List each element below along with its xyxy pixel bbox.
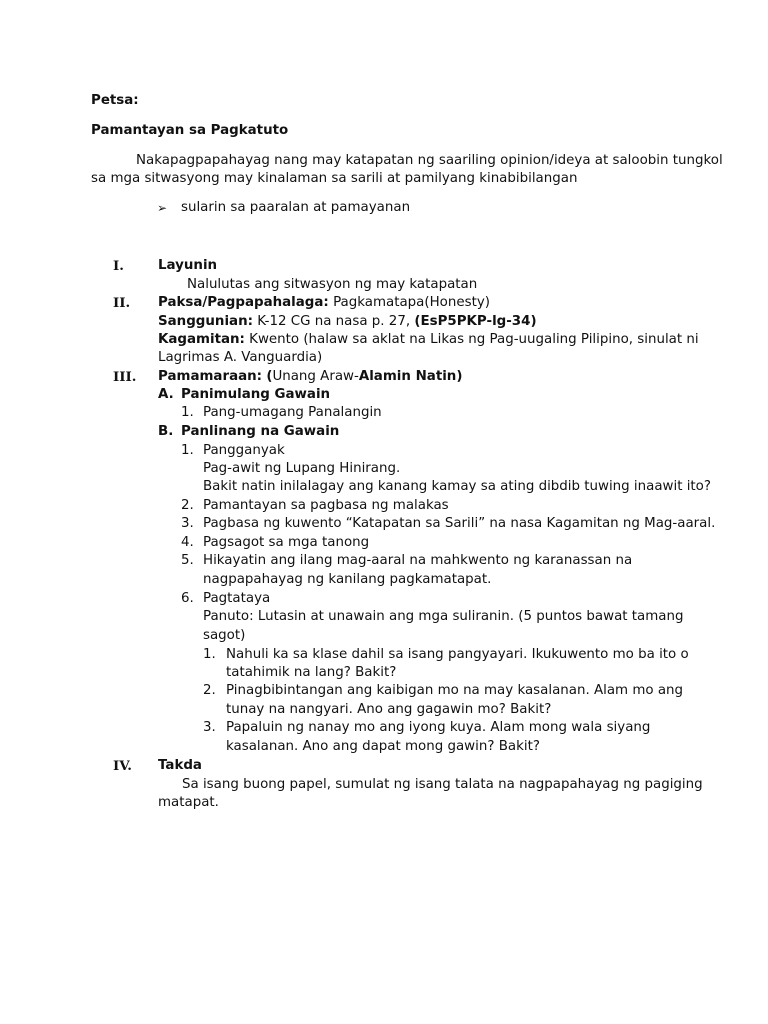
section-numeral-1: I. xyxy=(113,258,124,274)
sanggunian-value: K-12 CG na nasa p. 27, xyxy=(257,314,411,329)
day-label: Unang Araw- xyxy=(272,369,359,384)
a-item-1-num: 1. xyxy=(181,405,194,420)
b-item-5-line-2: nagpapahayag ng kanilang pagkamatapat. xyxy=(203,572,492,587)
b-item-4-num: 4. xyxy=(181,535,194,550)
b-item-3-text: Pagbasa ng kuwento “Katapatan sa Sarili” na nasa Kagamitan ng Mag-aaral. xyxy=(203,516,716,531)
petsa-label: Petsa: xyxy=(91,93,139,108)
b-item-1-line-3: Bakit natin inilalagay ang kanang kamay sa ating dibdib tuwing inaawit ito? xyxy=(203,479,711,494)
subsection-a-letter: A. xyxy=(158,387,174,402)
question-3-line-1: Papaluin ng nanay mo ang iyong kuya. Alam mong wala siyang xyxy=(226,720,651,735)
kagamitan-value-cont: Lagrimas A. Vanguardia) xyxy=(158,350,323,365)
pamamaraan-line xyxy=(158,368,462,386)
paksa-line xyxy=(158,294,490,312)
question-1-num: 1. xyxy=(203,647,216,662)
paksa-label: Paksa/Pagpapahalaga: xyxy=(158,295,329,310)
section-numeral-3: III. xyxy=(113,369,137,385)
sanggunian-code: (EsP5PKP-lg-34) xyxy=(414,314,537,329)
b-item-4-text: Pagsagot sa mga tanong xyxy=(203,535,370,550)
question-3-num: 3. xyxy=(203,720,216,735)
kagamitan-value: Kwento (halaw sa aklat na Likas ng Pag-uugaling Pilipino, sinulat ni xyxy=(249,332,699,347)
bullet-text: sularin sa paaralan at pamayanan xyxy=(181,200,411,215)
b-item-2-text: Pamantayan sa pagbasa ng malakas xyxy=(203,498,449,513)
subsection-a-title: Panimulang Gawain xyxy=(181,387,331,402)
question-2-line-1: Pinagbibintangan ang kaibigan mo na may kasalanan. Alam mo ang xyxy=(226,683,684,698)
takda-title: Takda xyxy=(158,758,202,773)
b-item-3-num: 3. xyxy=(181,516,194,531)
question-3-line-2: kasalanan. Ano ang dapat mong gawin? Bakit? xyxy=(226,739,540,754)
pamantayan-title: Pamantayan sa Pagkatuto xyxy=(91,123,289,138)
paksa-value: Pagkamatapa(Honesty) xyxy=(333,295,490,310)
kagamitan-line xyxy=(158,331,699,349)
b-item-6-title: Pagtataya xyxy=(203,591,271,606)
panuto-line-1: Panuto: Lutasin at unawain ang mga suliranin. (5 puntos bawat tamang xyxy=(203,609,684,624)
alamin-natin: Alamin Natin) xyxy=(358,369,463,384)
takda-line-2: matapat. xyxy=(158,795,219,810)
b-item-2-num: 2. xyxy=(181,498,194,513)
b-item-5-num: 5. xyxy=(181,553,194,568)
question-1-line-2: tatahimik na lang? Bakit? xyxy=(226,665,397,680)
b-item-5-line-1: Hikayatin ang ilang mag-aaral na mahkwento ng karanassan na xyxy=(203,553,633,568)
intro-line-2: sa mga sitwasyong may kinalaman sa sarili at pamilyang kinabibilangan xyxy=(91,171,578,186)
question-2-num: 2. xyxy=(203,683,216,698)
intro-line-1: Nakapagpapahayag nang may katapatan ng saariling opinion/ideya at saloobin tungkol xyxy=(136,153,723,168)
sanggunian-label: Sanggunian: xyxy=(158,314,253,329)
kagamitan-label: Kagamitan: xyxy=(158,332,245,347)
b-item-6-num: 6. xyxy=(181,591,194,606)
pamamaraan-label: Pamamaraan: xyxy=(158,369,263,384)
takda-line-1: Sa isang buong papel, sumulat ng isang talata na nagpapahayag ng pagiging xyxy=(182,777,703,792)
panuto-line-2: sagot) xyxy=(203,628,246,643)
sanggunian-line xyxy=(158,313,537,331)
arrow-bullet-icon: ➢ xyxy=(157,201,168,215)
section-numeral-4: IV. xyxy=(113,758,132,774)
b-item-1-line-2: Pag-awit ng Lupang Hinirang. xyxy=(203,461,401,476)
b-item-1-title: Pangganyak xyxy=(203,443,285,458)
open-paren: ( xyxy=(266,369,273,384)
layunin-title: Layunin xyxy=(158,258,218,273)
layunin-text: Nalulutas ang sitwasyon ng may katapatan xyxy=(187,277,478,292)
b-item-1-num: 1. xyxy=(181,443,194,458)
question-1-line-1: Nahuli ka sa klase dahil sa isang pangyayari. Ikukuwento mo ba ito o xyxy=(226,647,689,662)
subsection-b-letter: B. xyxy=(158,424,174,439)
subsection-b-title: Panlinang na Gawain xyxy=(181,424,340,439)
question-2-line-2: tunay na nangyari. Ano ang gagawin mo? Bakit? xyxy=(226,702,552,717)
section-numeral-2: II. xyxy=(113,295,131,311)
a-item-1-text: Pang-umagang Panalangin xyxy=(203,405,382,420)
